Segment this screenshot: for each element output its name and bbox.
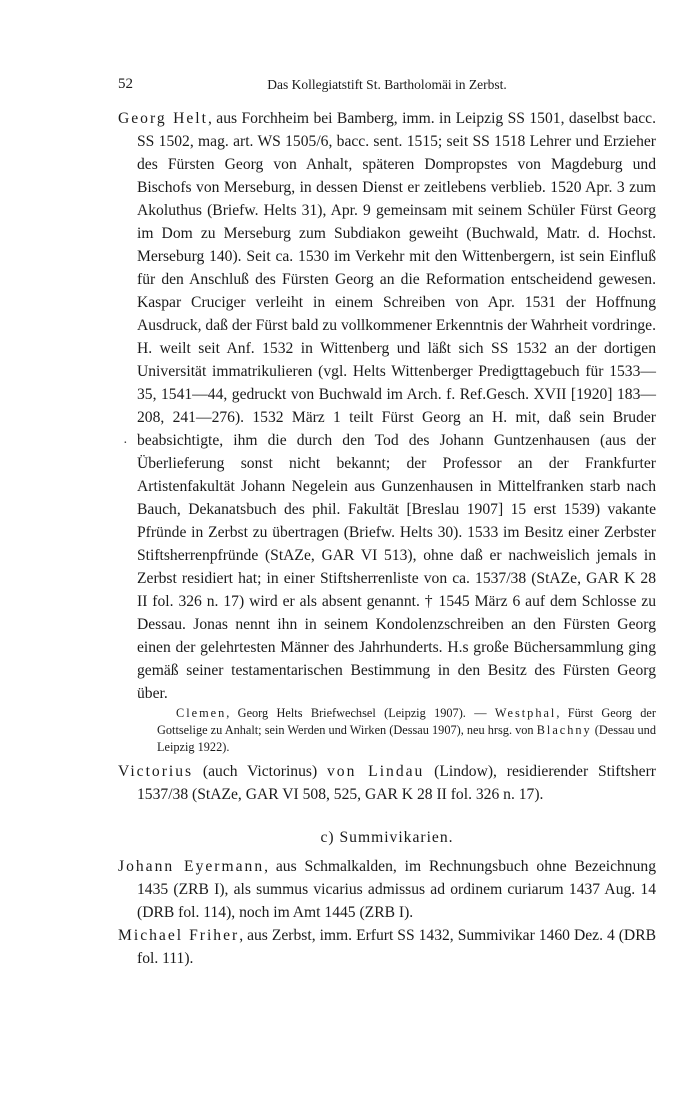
page-header [118,76,656,96]
page-number: 52 [118,76,133,92]
literature-note [118,705,656,756]
entry-victorius [118,760,656,806]
entry-text: , aus Zerbst, imm. Erfurt SS 1432, Summivikar 1460 Dez. 4 (DRB fol. 111). [137,927,656,967]
entry-name: Victorius [118,763,194,780]
citation-text: (Dessau und Leipzig 1922). [157,723,656,754]
citation-text: , Fürst Georg der Gottselige zu Anhalt; sein Werden und Wirken (Dessau 1907), neu hrsg. von [157,706,656,737]
author-name: Clemen [176,706,227,720]
entry-name: Michael Friher [118,927,240,944]
entry-johann-eyermann [118,855,656,924]
author-name: Blachny [536,723,592,737]
page-body [118,107,656,970]
entry-name: Johann Eyermann [118,858,265,875]
margin-dot: · [123,436,128,451]
section-heading: c) Summivikarien. [320,829,454,846]
entry-text: (auch Victorinus) [193,763,327,780]
entry-text: , aus Forchheim bei Bamberg, imm. in Leipzig SS 1501, daselbst bacc. SS 1502, mag. art. WS 1505/6, bacc. sent. 1515; seit SS 1518 Lehrer und Erzieher des Fürsten Georg von Anhalt, späteren Dompropstes von Magdeburg und Bischofs von Merseburg, in dessen Dienst er zeitlebens verblieb. 1520 Apr. 3 zum Akoluthus (Briefw. Helts 31), Apr. 9 gemeinsam mit seinem Schüler Fürst Georg im Dom zu Merseburg zum Subdiakon geweiht (Buchwald, Matr. d. Hochst. Merseburg 140). Seit ca. 1530 im Verkehr mit den Wittenbergern, ist sein Einfluß für den Anschluß des Fürsten Georg an die Reformation entscheidend gewesen. Kaspar Cruciger verleiht in einem Schreiben von Apr. 1531 der Hoffnung Ausdruck, daß der Fürst bald zu vollkommener Erkenntnis der Wahrheit vordringe. H. weilt seit Anf. 1532 in Wittenberg und läßt sich SS 1532 an der dortigen Universität immatrikulieren (vgl. Helts Wittenberger Predigttagebuch für 1533—35, 1541—44, gedruckt von Buchwald im Arch. f. Ref.Gesch. XVII [1920] 183—208, 241—276). 1532 März 1 teilt Fürst Georg an H. mit, daß sein Bruder beabsichtigte, ihm die durch den Tod des Johann Guntzenhausen (aus der Überlieferung sonst nicht bekannt; der Professor an der Frankfurter Artistenfakultät Johann Negelein aus Gunzenhausen in Mittelfranken starb nach Bauch, Dekanatsbuch des phil. Fakultät [Breslau 1907] 15 erst 1539) vakante Pfründe in Zerbst zu übertragen (Briefw. Helts 30). 1533 im Besitz einer Zerbster Stiftsherrenpfründe (StAZe, GAR VI 513), ohne daß er nachweislich jemals in Zerbst residiert hat; in einer Stiftsherrenliste von ca. 1537/38 (StAZe, GAR K 28 II fol. 326 n. 17) wird er als absent genannt. † 1545 März 6 auf dem Schlosse zu Dessau. Jonas nennt ihn in seinem Kondolenzschreiben an den Fürsten Georg einen der gelehrtesten Männer des Jahrhunderts. H.s große Büchersammlung ging gemäß seiner testamentarischen Bestimmung in den Besitz des Fürsten Georg über. [137,110,656,702]
running-title: Das Kollegiatstift St. Bartholomäi in Zerbst. [267,77,507,92]
citation-text: , Georg Helts Briefwechsel (Leipzig 1907). — [226,706,495,720]
entry-georg-helt [118,107,656,705]
entry-name: von Lindau [326,763,425,780]
entry-text: , aus Schmalkalden, im Rechnungsbuch ohne Bezeichnung 1435 (ZRB I), als summus vicarius admissus ad ordinem curiarum 1437 Aug. 14 (DRB fol. 114), noch im Amt 1445 (ZRB I). [137,858,656,921]
entry-michael-friher [118,924,656,970]
entry-text: (Lindow), residierender Stiftsherr 1537/38 (StAZe, GAR VI 508, 525, GAR K 28 II fol. 326 n. 17). [137,763,656,803]
author-name: Westphal [494,706,557,720]
entry-name: Georg Helt [118,110,208,127]
